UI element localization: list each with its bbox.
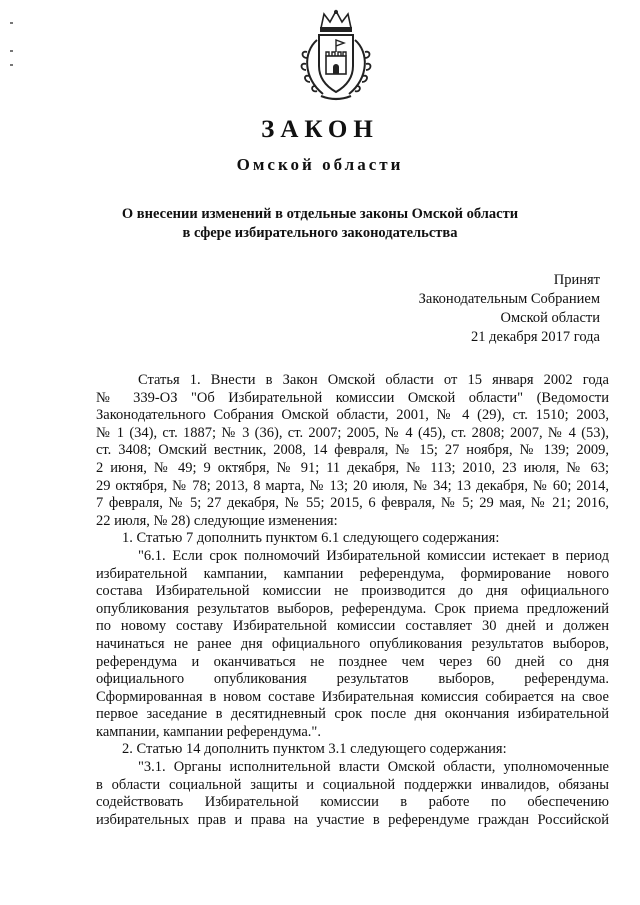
law-name-line: О внесении изменений в отдельные законы Омской области xyxy=(121,206,519,222)
law-name xyxy=(0,205,640,243)
article-1-line: ст. 3408; Омский вестник, 2008, 14 февраля, № 15; 27 ноября, № 139; 2009, xyxy=(96,442,609,459)
quote-1-line: кампании, кампании референдума.". xyxy=(96,723,321,740)
quote-2-line: содействовать Избирательной комиссии в работе по обеспечению xyxy=(96,794,609,811)
article-1-line: 2 июня, № 49; 9 октября, № 91; 11 декабря, № 113; 2010, 23 июля, № 63; xyxy=(96,459,609,476)
item-1-heading: 1. Статью 7 дополнить пунктом 6.1 следующего содержания: xyxy=(122,530,500,547)
quote-1-line: "6.1. Если срок полномочий Избирательной комиссии истекает в период xyxy=(138,547,609,564)
quote-1-line: состава Избирательной комиссии не производится до дня официального xyxy=(96,583,609,600)
item-2-heading: 2. Статью 14 дополнить пунктом 3.1 следующего содержания: xyxy=(122,741,507,758)
law-name-line: в сфере избирательного законодательства xyxy=(182,225,458,241)
quote-1-line: референдума и оканчиваться не позднее чем через 60 дней со дня xyxy=(96,653,609,670)
article-1-line: 7 февраля, № 5; 27 декабря, № 55; 2015, 6 февраля, № 5; 29 мая, № 21; 2016, xyxy=(96,495,609,512)
article-1-line: № 339-ОЗ "Об Избирательной комиссии Омской области" (Ведомости xyxy=(96,389,609,406)
adoption-date: 21 декабря 2017 года xyxy=(471,329,600,345)
article-1-line: Законодательного Собрания Омской области, 2001, № 4 (29), ст. 1510; 2003, xyxy=(96,407,609,424)
scan-artifact xyxy=(10,64,13,66)
document-subtitle: Омской области xyxy=(236,155,404,174)
adoption-line: Омской области xyxy=(500,310,600,326)
quote-2-line: "3.1. Органы исполнительной власти Омской области, уполномоченные xyxy=(138,759,609,776)
document-title: ЗАКОН xyxy=(261,116,379,143)
article-1-line: Статья 1. Внести в Закон Омской области от 15 января 2002 года xyxy=(138,372,609,388)
article-1-line: 22 июля, № 28) следующие изменения: xyxy=(96,512,338,529)
quote-1-line: официального опубликования результатов выборов, референдума. xyxy=(96,671,609,688)
quote-1-line: начинаться не ранее дня официального опубликования результатов выборов, xyxy=(96,635,609,652)
quote-2-line: в области социальной защиты и социальной поддержки инвалидов, обязаны xyxy=(96,776,609,793)
scan-artifact xyxy=(10,22,13,24)
article-1-line: № 1 (34), ст. 1887; № 3 (36), ст. 2007; 2005, № 4 (45), ст. 2808; 2007, № 4 (53), xyxy=(96,424,609,441)
adoption-line: Законодательным Собранием xyxy=(418,291,600,307)
article-1-line: 29 октября, № 78; 2013, 8 марта, № 13; 20 июля, № 34; 13 декабря, № 60; 2014, xyxy=(96,477,609,494)
adoption-block xyxy=(419,271,600,347)
quote-1-line: первое заседание в десятидневный срок после дня окончания избирательной xyxy=(96,706,609,723)
document-body xyxy=(96,372,609,829)
quote-1-line: избирательной кампании, кампании референдума, формирование нового xyxy=(96,565,609,582)
scan-artifact xyxy=(10,50,13,52)
quote-1-line: Сформированная в новом составе Избирательная комиссия собирается на свое xyxy=(96,688,609,705)
quote-1-line: по новому составу Избирательной комиссии составляет 30 дней и должен xyxy=(96,618,609,635)
adoption-line: Принят xyxy=(553,272,600,288)
coat-of-arms-emblem xyxy=(297,8,375,104)
quote-2-line: избирательных прав и права на участие в референдуме граждан Российской xyxy=(96,811,609,828)
quote-1-line: опубликования результатов выборов, референдума. Срок приема предложений xyxy=(96,600,609,617)
